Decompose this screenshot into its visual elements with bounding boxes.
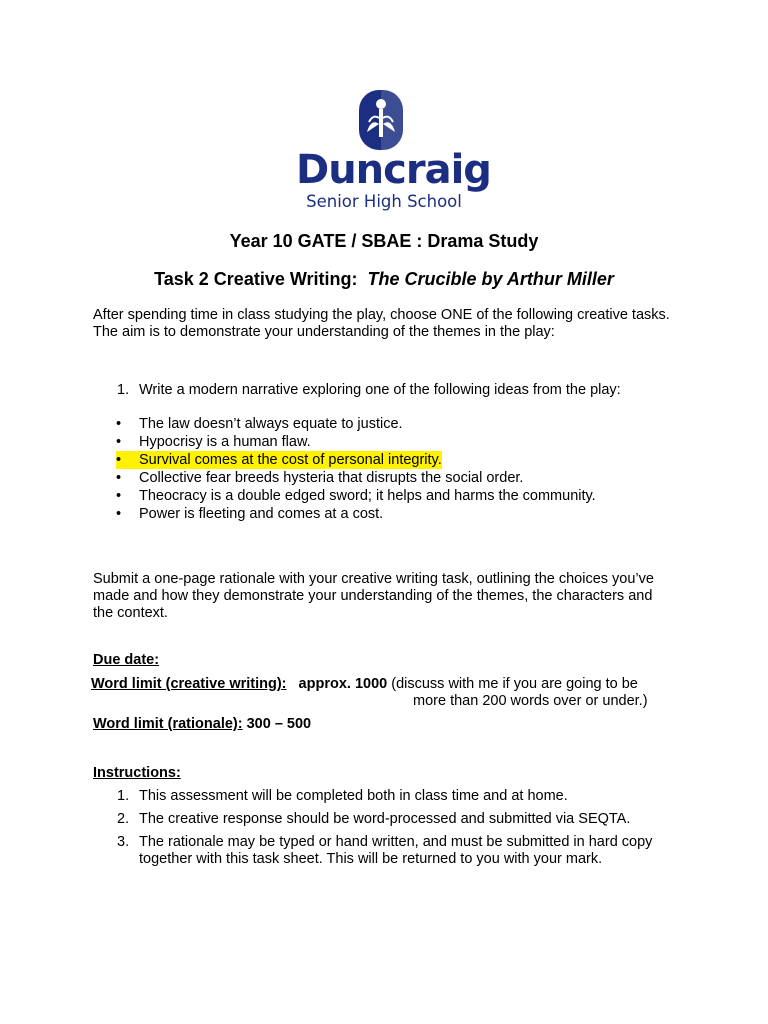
themes-list: [116, 415, 676, 523]
instruction-number: 1.: [117, 788, 130, 804]
bullet-icon: •: [116, 416, 122, 432]
instruction-text: The rationale may be typed or hand written, and must be submitted in hard copy together with this task sheet. This will be returned to you with your mark.: [139, 834, 653, 867]
theme-text: Survival comes at the cost of personal integrity.: [139, 452, 442, 468]
instruction-number: 2.: [117, 811, 130, 827]
instruction-text: This assessment will be completed both in class time and at home.: [139, 788, 568, 804]
word-limit-creative-label: Word limit (creative writing):: [91, 676, 287, 692]
word-limit-rationale-label: Word limit (rationale):: [93, 716, 243, 732]
list-item: [117, 811, 697, 828]
page-title: Year 10 GATE / SBAE : Drama Study: [229, 231, 539, 251]
word-limit-creative: [91, 675, 711, 693]
list-item: [116, 469, 676, 487]
instructions-list: [117, 788, 697, 874]
instruction-text: The creative response should be word-processed and submitted via SEQTA.: [139, 811, 631, 827]
bullet-icon: •: [116, 470, 122, 486]
theme-text: Theocracy is a double edged sword; it helps and harms the community.: [139, 488, 596, 504]
theme-text: Power is fleeting and comes at a cost.: [139, 506, 384, 522]
bullet-icon: •: [116, 506, 122, 522]
theme-text: Hypocrisy is a human flaw.: [139, 434, 311, 450]
list-item: [116, 415, 676, 433]
word-limit-rationale: [93, 715, 311, 733]
instructions-heading: [93, 764, 181, 782]
highlighted-list-item: [116, 451, 676, 469]
word-limit-creative-note-continued: more than 200 words over or under.): [413, 693, 648, 709]
task-title: [0, 268, 768, 290]
task-option-text: Write a modern narrative exploring one of the following ideas from the play:: [139, 382, 621, 398]
list-item: [116, 433, 676, 451]
list-item: [117, 788, 697, 805]
task-title-prefix: Task 2 Creative Writing:: [154, 269, 358, 289]
task-title-work: The Crucible by Arthur Miller: [367, 269, 614, 289]
logo-school-name: Duncraig: [296, 147, 491, 193]
word-limit-creative-value: approx. 1000: [298, 676, 388, 692]
bullet-icon: •: [116, 434, 122, 450]
list-item: [116, 505, 676, 523]
task-option-number: 1.: [117, 382, 130, 398]
submit-paragraph: Submit a one-page rationale with your creative writing task, outlining the choices you’ve made and how they demonstrate your understanding of the themes, the characters and the context.: [93, 571, 654, 621]
due-date-label: Due date:: [93, 652, 160, 668]
word-limit-creative-note: (discuss with me if you are going to be: [391, 676, 638, 692]
theme-text: The law doesn’t always equate to justice.: [139, 416, 403, 432]
list-item: [116, 487, 676, 505]
bullet-icon: •: [116, 451, 139, 469]
school-logo: [296, 86, 491, 216]
school-crest-icon: [357, 88, 405, 152]
theme-text: Collective fear breeds hysteria that disrupts the social order.: [139, 470, 524, 486]
bullet-icon: •: [116, 488, 122, 504]
due-date: [93, 651, 159, 669]
list-item: [117, 834, 697, 868]
logo-school-subtitle: Senior High School: [306, 192, 462, 211]
instructions-label: Instructions:: [93, 765, 181, 781]
instruction-number: 3.: [117, 834, 130, 850]
intro-paragraph: After spending time in class studying the play, choose ONE of the following creative tasks. The aim is to demonstrate your understanding of the themes in the play:: [93, 307, 670, 340]
word-limit-rationale-value: 300 – 500: [246, 716, 312, 732]
